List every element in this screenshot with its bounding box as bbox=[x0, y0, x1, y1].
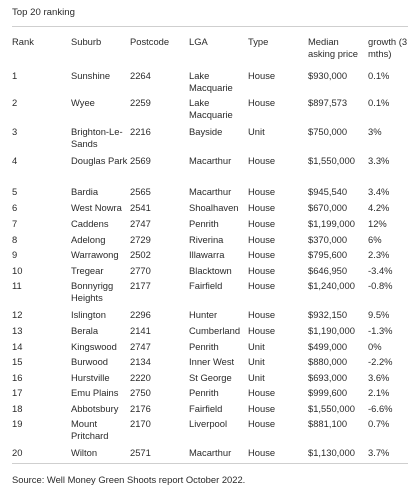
cell-rank: 15 bbox=[12, 356, 23, 367]
table-row bbox=[0, 186, 418, 200]
cell-postcode: 2296 bbox=[130, 309, 151, 320]
cell-postcode: 2176 bbox=[130, 403, 151, 414]
table-row bbox=[0, 126, 418, 149]
cell-postcode: 2565 bbox=[130, 186, 151, 197]
cell-rank: 8 bbox=[12, 234, 18, 245]
cell-rank: 2 bbox=[12, 97, 18, 108]
top-divider bbox=[12, 26, 408, 27]
cell-lga: St George bbox=[189, 372, 232, 383]
cell-price: $897,573 bbox=[308, 97, 348, 108]
cell-type: House bbox=[248, 218, 276, 229]
cell-price: $1,190,000 bbox=[308, 325, 355, 336]
cell-growth: 0.1% bbox=[368, 97, 390, 108]
cell-postcode: 2141 bbox=[130, 325, 151, 336]
cell-growth: -3.4% bbox=[368, 265, 393, 276]
cell-type: House bbox=[248, 309, 276, 320]
cell-growth: 0.7% bbox=[368, 418, 390, 429]
cell-postcode: 2177 bbox=[130, 280, 151, 291]
cell-type: Unit bbox=[248, 126, 265, 137]
cell-type: Unit bbox=[248, 372, 265, 383]
cell-postcode: 2170 bbox=[130, 418, 151, 429]
header-price-line-2: asking price bbox=[308, 48, 359, 59]
header-growth-line-1: growth (3 bbox=[368, 36, 408, 47]
cell-price: $795,600 bbox=[308, 249, 348, 260]
cell-lga: Fairfield bbox=[189, 280, 223, 291]
cell-growth: 0% bbox=[368, 341, 382, 352]
cell-suburb: Burwood bbox=[71, 356, 109, 367]
cell-rank: 13 bbox=[12, 325, 23, 336]
cell-suburb: Islington bbox=[71, 309, 106, 320]
cell-type: House bbox=[248, 234, 276, 245]
cell-rank: 7 bbox=[12, 218, 18, 229]
cell-postcode: 2750 bbox=[130, 387, 151, 398]
cell-price: $693,000 bbox=[308, 372, 348, 383]
cell-type: House bbox=[248, 97, 276, 108]
cell-type: House bbox=[248, 249, 276, 260]
cell-suburb: Warrawong bbox=[71, 249, 119, 260]
header-median-asking-price bbox=[308, 36, 368, 60]
cell-price: $999,600 bbox=[308, 387, 348, 398]
table-row bbox=[0, 70, 418, 93]
cell-lga: Inner West bbox=[189, 356, 235, 367]
cell-price: $499,000 bbox=[308, 341, 348, 352]
cell-suburb: Wyee bbox=[71, 97, 95, 108]
cell-postcode: 2747 bbox=[130, 218, 151, 229]
source-note: Source: Well Money Green Shoots report October 2022. bbox=[12, 474, 246, 485]
cell-lga: Illawarra bbox=[189, 249, 225, 260]
cell-price: $1,550,000 bbox=[308, 155, 355, 166]
cell-suburb: Bonnyrigg Heights bbox=[71, 280, 114, 303]
cell-suburb: Bardia bbox=[71, 186, 99, 197]
cell-postcode: 2541 bbox=[130, 202, 151, 213]
cell-rank: 6 bbox=[12, 202, 18, 213]
cell-growth: 3.7% bbox=[368, 447, 390, 458]
cell-rank: 20 bbox=[12, 447, 23, 458]
header-type: Type bbox=[248, 36, 269, 47]
table-row bbox=[0, 309, 418, 323]
cell-type: Unit bbox=[248, 356, 265, 367]
cell-growth: -1.3% bbox=[368, 325, 393, 336]
cell-type: House bbox=[248, 280, 276, 291]
cell-rank: 4 bbox=[12, 155, 18, 166]
table-row bbox=[0, 325, 418, 339]
cell-rank: 3 bbox=[12, 126, 18, 137]
cell-price: $1,240,000 bbox=[308, 280, 355, 291]
cell-suburb: Brighton-Le-Sands bbox=[71, 126, 123, 149]
table-row bbox=[0, 372, 418, 386]
cell-suburb: Sunshine bbox=[71, 70, 111, 81]
cell-rank: 18 bbox=[12, 403, 23, 414]
cell-postcode: 2220 bbox=[130, 372, 151, 383]
table-header bbox=[0, 36, 418, 66]
table-row bbox=[0, 447, 418, 461]
cell-growth: 3% bbox=[368, 126, 382, 137]
header-lga: LGA bbox=[189, 36, 208, 47]
cell-lga: Macarthur bbox=[189, 186, 232, 197]
cell-suburb: Adelong bbox=[71, 234, 106, 245]
cell-suburb: Emu Plains bbox=[71, 387, 119, 398]
cell-postcode: 2264 bbox=[130, 70, 151, 81]
cell-suburb: Tregear bbox=[71, 265, 104, 276]
cell-rank: 17 bbox=[12, 387, 23, 398]
cell-postcode: 2729 bbox=[130, 234, 151, 245]
table-row bbox=[0, 341, 418, 355]
cell-suburb: West Nowra bbox=[71, 202, 122, 213]
header-rank: Rank bbox=[12, 36, 34, 47]
cell-suburb: Berala bbox=[71, 325, 99, 336]
cell-rank: 9 bbox=[12, 249, 18, 260]
cell-type: House bbox=[248, 155, 276, 166]
cell-rank: 1 bbox=[12, 70, 18, 81]
cell-type: House bbox=[248, 265, 276, 276]
cell-growth: -6.6% bbox=[368, 403, 393, 414]
header-growth-line-2: mths) bbox=[368, 48, 392, 59]
cell-type: House bbox=[248, 202, 276, 213]
header-postcode: Postcode bbox=[130, 36, 170, 47]
table-row bbox=[0, 403, 418, 417]
header-growth bbox=[368, 36, 414, 60]
cell-price: $646,950 bbox=[308, 265, 348, 276]
cell-price: $670,000 bbox=[308, 202, 348, 213]
cell-price: $1,199,000 bbox=[308, 218, 355, 229]
table-row bbox=[0, 418, 418, 441]
cell-postcode: 2502 bbox=[130, 249, 151, 260]
table-row bbox=[0, 265, 418, 279]
cell-suburb: Kingswood bbox=[71, 341, 117, 352]
cell-lga: Liverpool bbox=[189, 418, 228, 429]
table-row bbox=[0, 249, 418, 263]
cell-lga: Bayside bbox=[189, 126, 223, 137]
cell-type: House bbox=[248, 70, 276, 81]
cell-lga: Riverina bbox=[189, 234, 224, 245]
table-row bbox=[0, 387, 418, 401]
bottom-divider bbox=[12, 463, 408, 464]
header-price-line-1: Median bbox=[308, 36, 339, 47]
table-row bbox=[0, 202, 418, 216]
cell-rank: 14 bbox=[12, 341, 23, 352]
cell-growth: 2.1% bbox=[368, 387, 390, 398]
table-row bbox=[0, 280, 418, 303]
table-title: Top 20 ranking bbox=[12, 7, 75, 18]
cell-price: $1,550,000 bbox=[308, 403, 355, 414]
cell-lga: Penrith bbox=[189, 387, 219, 398]
cell-type: Unit bbox=[248, 341, 265, 352]
cell-rank: 10 bbox=[12, 265, 23, 276]
table-row bbox=[0, 155, 418, 169]
cell-price: $370,000 bbox=[308, 234, 348, 245]
cell-price: $1,130,000 bbox=[308, 447, 355, 458]
cell-price: $945,540 bbox=[308, 186, 348, 197]
cell-suburb: Mount Pritchard bbox=[71, 418, 109, 441]
cell-lga: Hunter bbox=[189, 309, 218, 320]
cell-rank: 19 bbox=[12, 418, 23, 429]
cell-price: $881,100 bbox=[308, 418, 348, 429]
cell-postcode: 2770 bbox=[130, 265, 151, 276]
cell-lga: Shoalhaven bbox=[189, 202, 239, 213]
cell-suburb: Caddens bbox=[71, 218, 109, 229]
cell-suburb: Hurstville bbox=[71, 372, 110, 383]
cell-lga: Lake Macquarie bbox=[189, 70, 233, 93]
table-row bbox=[0, 97, 418, 120]
cell-postcode: 2216 bbox=[130, 126, 151, 137]
cell-growth: 2.3% bbox=[368, 249, 390, 260]
table-row bbox=[0, 218, 418, 232]
cell-suburb: Douglas Park bbox=[71, 155, 128, 166]
cell-suburb: Abbotsbury bbox=[71, 403, 119, 414]
cell-type: House bbox=[248, 418, 276, 429]
cell-postcode: 2259 bbox=[130, 97, 151, 108]
cell-postcode: 2747 bbox=[130, 341, 151, 352]
cell-growth: 3.6% bbox=[368, 372, 390, 383]
cell-lga: Penrith bbox=[189, 218, 219, 229]
cell-growth: -2.2% bbox=[368, 356, 393, 367]
cell-lga: Macarthur bbox=[189, 155, 232, 166]
cell-growth: 4.2% bbox=[368, 202, 390, 213]
cell-price: $880,000 bbox=[308, 356, 348, 367]
cell-lga: Cumberland bbox=[189, 325, 241, 336]
cell-postcode: 2569 bbox=[130, 155, 151, 166]
cell-growth: 3.3% bbox=[368, 155, 390, 166]
cell-growth: 12% bbox=[368, 218, 387, 229]
cell-lga: Penrith bbox=[189, 341, 219, 352]
cell-price: $932,150 bbox=[308, 309, 348, 320]
cell-type: House bbox=[248, 186, 276, 197]
cell-rank: 16 bbox=[12, 372, 23, 383]
cell-lga: Lake Macquarie bbox=[189, 97, 233, 120]
header-suburb: Suburb bbox=[71, 36, 102, 47]
cell-type: House bbox=[248, 325, 276, 336]
cell-type: House bbox=[248, 403, 276, 414]
cell-lga: Blacktown bbox=[189, 265, 232, 276]
cell-lga: Fairfield bbox=[189, 403, 223, 414]
cell-growth: 3.4% bbox=[368, 186, 390, 197]
cell-growth: 9.5% bbox=[368, 309, 390, 320]
cell-postcode: 2571 bbox=[130, 447, 151, 458]
cell-growth: -0.8% bbox=[368, 280, 393, 291]
cell-rank: 5 bbox=[12, 186, 18, 197]
cell-type: House bbox=[248, 447, 276, 458]
cell-rank: 11 bbox=[12, 280, 22, 291]
cell-lga: Macarthur bbox=[189, 447, 232, 458]
cell-rank: 12 bbox=[12, 309, 23, 320]
cell-price: $930,000 bbox=[308, 70, 348, 81]
cell-type: House bbox=[248, 387, 276, 398]
cell-growth: 0.1% bbox=[368, 70, 390, 81]
table-row bbox=[0, 234, 418, 248]
cell-growth: 6% bbox=[368, 234, 382, 245]
cell-suburb: Wilton bbox=[71, 447, 98, 458]
cell-price: $750,000 bbox=[308, 126, 348, 137]
table-row bbox=[0, 356, 418, 370]
cell-postcode: 2134 bbox=[130, 356, 151, 367]
